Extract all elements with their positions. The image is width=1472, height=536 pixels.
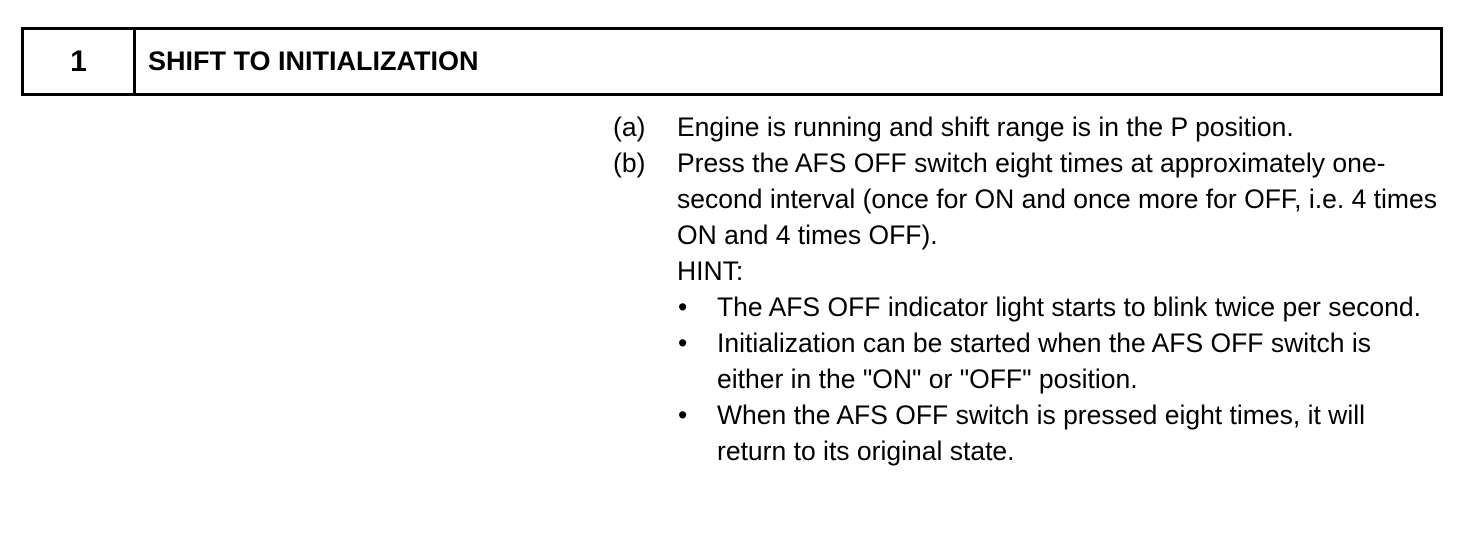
- instruction-text: Engine is running and shift range is in the P position.: [677, 112, 1294, 142]
- bullet-icon: •: [678, 328, 688, 358]
- hint-item: [677, 289, 1443, 325]
- step-title: SHIFT TO INITIALIZATION: [148, 46, 479, 76]
- bullet-icon: •: [678, 292, 688, 322]
- hint-label: HINT:: [677, 256, 744, 286]
- bullet-icon: •: [678, 400, 688, 430]
- hint-item: [677, 325, 1443, 397]
- step-number: 1: [24, 30, 136, 93]
- hint-list: [677, 289, 1443, 469]
- step-header: [21, 27, 1443, 96]
- instruction-body: [677, 145, 1443, 469]
- hint-text: When the AFS OFF switch is pressed eight times, it will return to its original state.: [717, 400, 1365, 466]
- hint-text: The AFS OFF indicator light starts to blink twice per second.: [717, 292, 1422, 322]
- instruction-a: [613, 109, 1443, 145]
- instruction-marker: (a): [613, 112, 646, 142]
- instruction-b: [613, 145, 1443, 469]
- instruction-text: Press the AFS OFF switch eight times at approximately one-second interval (once for ON and once more for OFF, i.e. 4 times ON and 4 times OFF).: [677, 148, 1437, 250]
- hint-text: Initialization can be started when the AFS OFF switch is either in the "ON" or "OFF" position.: [717, 328, 1371, 394]
- hint-item: [677, 397, 1443, 469]
- instruction-marker: (b): [613, 148, 646, 178]
- instruction-list: [613, 109, 1443, 469]
